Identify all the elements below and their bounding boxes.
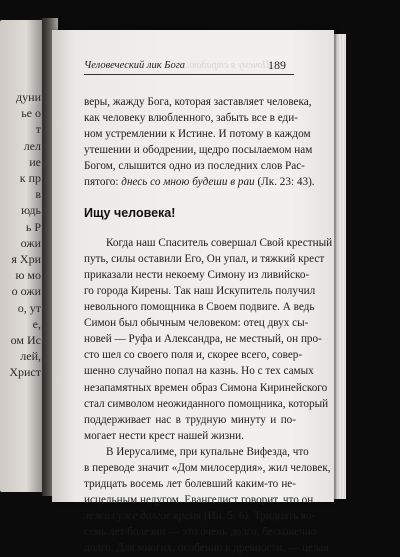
page-body	[84, 94, 333, 557]
text-line: ном устремлении к Истине. И потому в каждом	[84, 128, 311, 141]
text-line: утешении и ободрении, щедро посылаемом нам	[84, 144, 313, 157]
italic-quote: днесь со мною будеши в раи	[121, 176, 255, 189]
text-line: стал символом неожиданного помощника, который	[84, 397, 329, 410]
left-page-fragment: ье о	[21, 106, 41, 121]
running-head: Человеческий лик Бога	[84, 60, 186, 71]
text-line: тридцать восемь лет болевший каким-то не-	[84, 478, 296, 491]
left-page	[0, 20, 44, 492]
left-page-fragment: к пр	[19, 171, 41, 185]
text-line: невольного помощника в Своем подвиге. А ведь	[84, 301, 315, 314]
text-line: лежал уже долгое время (Ин. 5: 6). Тридцать во-	[84, 510, 316, 523]
text-line: приказали нести некоему Симону из ливийско-	[84, 268, 310, 281]
text-line: могает нести крест нашей жизни.	[84, 429, 244, 442]
header-rule	[84, 74, 294, 75]
text-line: пятого: днесь со мною будеши в раи (Лк. 23: 43).	[84, 176, 315, 189]
text-line: в переводе значит «Дом милосердия», жил человек,	[84, 461, 331, 474]
text-line: семь лет болезни — это очень долго, бесконечно	[84, 526, 317, 539]
text-line: Богом, слышится одно из последних слов Рас-	[84, 160, 305, 173]
text-line: долго. Для многих, особенно в древности, — целая	[84, 542, 329, 555]
left-page-fragment: ом Ис	[10, 333, 41, 347]
show-through-text: Почему я страдаю...	[182, 60, 270, 71]
text-line: исцельным недугом. Евангелист говорит, что он	[84, 494, 314, 507]
text-line: В Иерусалиме, при купальне Вифезда, что	[106, 445, 309, 458]
text-line: путь, силы оставили Его, Он упал, и тяжкий крест	[84, 252, 325, 265]
left-page-fragment: ь Р	[25, 219, 41, 234]
left-page-fragment: ие	[29, 154, 41, 169]
left-page-fragment: лей,	[20, 349, 41, 364]
text-line: го города Кирены. Так наш Искупитель получил	[84, 284, 316, 297]
text-line: Когда наш Спаситель совершал Свой крестный	[106, 236, 333, 249]
left-page-fragment: ожи	[20, 235, 41, 250]
italic-quote: лежал уже долгое время	[84, 510, 202, 523]
left-page-fragment: о, ут	[17, 300, 41, 315]
left-page-fragment: т	[35, 122, 41, 137]
text-line: поддерживает нас в трудную минуту и по-	[84, 413, 296, 426]
text-line: шенно случайно попал на казнь. Но с тех самых	[84, 365, 314, 378]
text-line: незапамятных времен образ Симона Киринейского	[84, 381, 328, 394]
left-page-fragment: в	[35, 187, 41, 202]
left-page-fragment: юдь	[21, 203, 41, 218]
text-line: сто шел со своего поля и, скорее всего, совер-	[84, 349, 303, 362]
left-page-fragment: о ожи	[11, 284, 41, 299]
text-line: веры, жажду Бога, которая заставляет человека,	[84, 96, 312, 108]
section-heading: Ищу человека!	[84, 205, 176, 220]
text-line: как человеку влюбленного, забыть все в еди-	[84, 112, 298, 125]
text-line: новей — Руфа и Александра, не местный, он про-	[84, 333, 322, 346]
left-page-fragment: дуни	[16, 90, 41, 104]
text-line: Симон был обычным человеком: отец двух сы-	[84, 317, 309, 330]
left-page-fragment: Христ	[9, 365, 41, 380]
left-page-fragment: лел	[23, 138, 41, 153]
left-page-fragment: е,	[32, 316, 41, 331]
page-number: 189	[268, 58, 286, 72]
right-page	[52, 30, 334, 555]
left-page-fragment: я Хри	[11, 252, 41, 266]
left-page-fragment: ю мо	[15, 268, 41, 283]
